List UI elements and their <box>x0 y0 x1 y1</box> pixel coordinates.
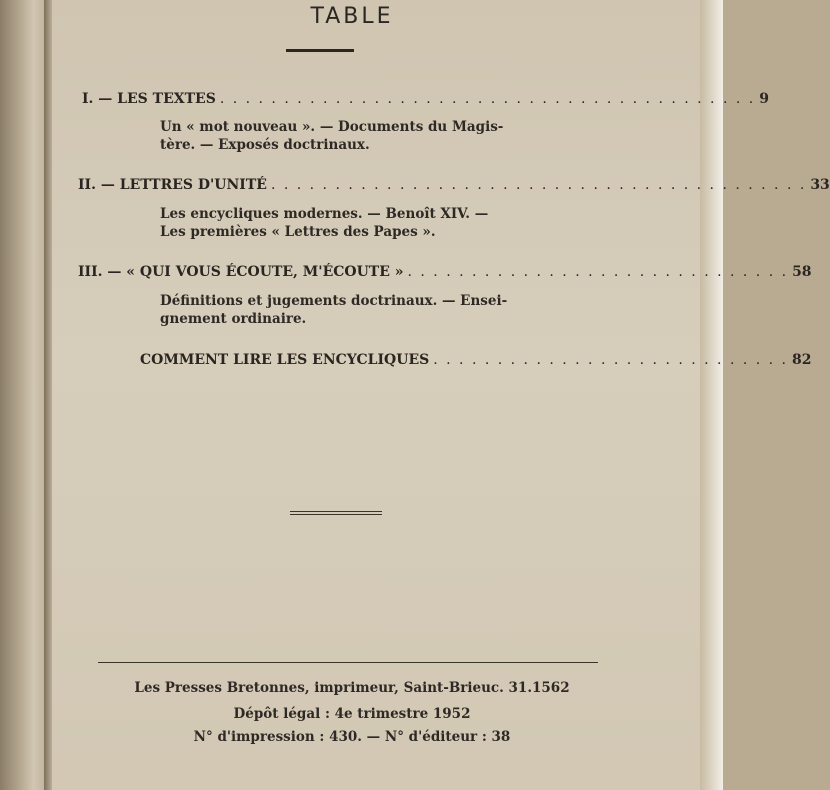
toc-entry-1-desc-line: tère. — Exposés doctrinaux. <box>160 137 370 153</box>
colophon-print-number: N° d'impression : 430. — N° d'éditeur : 38 <box>193 729 511 745</box>
toc-entry-1 <box>82 91 769 107</box>
book-page <box>52 0 830 790</box>
toc-entry-3-heading: III. — « QUI VOUS ÉCOUTE, M'ÉCOUTE » <box>78 264 404 280</box>
toc-entry-3-desc <box>160 292 507 328</box>
toc-entry-4-leader: . . . . . . . . . . . . . . . . . . . . . . . . . . . . <box>433 352 789 368</box>
toc-entry-3-desc-line: Définitions et jugements doctrinaux. — Ensei- <box>160 293 508 309</box>
toc-entry-1-desc-line: Un « mot nouveau ». — Documents du Magis- <box>160 119 504 135</box>
toc-entry-1-desc <box>160 118 503 154</box>
colophon-legal-deposit: Dépôt légal : 4e trimestre 1952 <box>233 706 471 722</box>
toc-entry-2-desc-line: Les encycliques modernes. — Benoît XIV. — <box>160 206 489 222</box>
toc-entry-3-page: 58 <box>792 264 812 280</box>
page-edge-right <box>697 0 723 790</box>
toc-entry-3 <box>78 264 812 280</box>
toc-entry-1-leader: . . . . . . . . . . . . . . . . . . . . . . . . . . . . . . . . . . . . . . . . . . <box>219 91 756 107</box>
book-edge <box>0 0 48 790</box>
toc-entry-2-desc-line: Les premières « Lettres des Papes ». <box>160 224 436 240</box>
colophon-rule <box>98 662 598 663</box>
toc-entry-3-desc-line: gnement ordinaire. <box>160 311 307 327</box>
toc-entry-2-heading: II. — LETTRES D'UNITÉ <box>78 177 267 193</box>
title-underline <box>286 49 354 52</box>
toc-entry-2-page: 33 <box>810 177 830 193</box>
toc-entry-2-desc <box>160 205 488 241</box>
toc-entry-4-heading: COMMENT LIRE LES ENCYCLIQUES <box>140 352 430 368</box>
toc-entry-1-heading: I. — LES TEXTES <box>82 91 216 107</box>
toc-entry-2 <box>78 177 830 193</box>
colophon-printer: Les Presses Bretonnes, imprimeur, Saint-Brieuc. 31.1562 <box>134 680 570 696</box>
page-title: TABLE <box>310 4 394 29</box>
toc-entry-3-leader: . . . . . . . . . . . . . . . . . . . . . . . . . . . . . . <box>407 264 789 280</box>
toc-entry-4 <box>140 352 812 368</box>
toc-entry-1-page: 9 <box>759 91 769 107</box>
toc-entry-2-leader: . . . . . . . . . . . . . . . . . . . . . . . . . . . . . . . . . . . . . . . . . . <box>270 177 807 193</box>
toc-entry-4-page: 82 <box>792 352 812 368</box>
section-divider <box>290 511 382 515</box>
